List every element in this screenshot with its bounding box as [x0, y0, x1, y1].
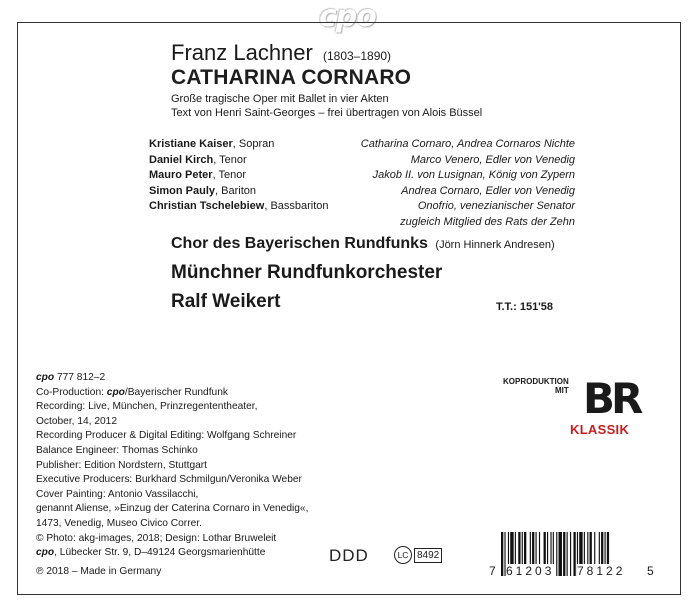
address: , Lübecker Str. 9, D–49124 Georgsmarienhütte	[54, 547, 266, 559]
label-code	[394, 545, 442, 565]
info-line: Balance Engineer: Thomas Schinko	[36, 444, 198, 456]
info-line: 1473, Venedig, Museo Civico Correr.	[36, 517, 202, 529]
info-line: Recording: Live, München, Prinzregententheater,	[36, 401, 258, 413]
info-line: October, 14, 2012	[36, 415, 117, 427]
opera-title: CATHARINA CORNARO	[171, 66, 412, 89]
br-klassik-label: KLASSIK	[570, 422, 630, 437]
koproduktion-text: KOPRODUKTION	[503, 377, 569, 386]
ddd-code: DDD	[329, 546, 369, 565]
choir-director: (Jörn Hinnerk Andresen)	[435, 239, 555, 251]
voice-type: , Tenor	[213, 153, 247, 166]
coproduction-prefix: Co-Production:	[36, 386, 107, 398]
cast-row	[149, 137, 329, 153]
cast-roles	[361, 137, 575, 230]
lc-number: 8492	[414, 548, 442, 563]
br-logo: BR	[583, 374, 640, 423]
composer-heading	[171, 40, 391, 66]
coproduction-line	[36, 386, 308, 401]
info-line: Recording Producer & Digital Editing: Wolfgang Schreiner	[36, 430, 297, 442]
lc-circle: LC	[394, 546, 412, 564]
voice-type: , Bassbariton	[264, 200, 329, 212]
role: Marco Venero, Edler von Venedig	[410, 153, 575, 166]
barcode-digit-last: 5	[647, 564, 654, 578]
composer-dates: (1803–1890)	[322, 49, 392, 63]
koproduktion-mit: MIT	[555, 386, 569, 395]
singer-name: Kristiane Kaiser	[149, 138, 233, 150]
koproduktion-label	[503, 377, 569, 395]
cpo-logo: cpo	[319, 0, 376, 34]
voice-type: , Tenor	[212, 169, 247, 181]
role: Jakob II. von Lusignan, König von Zypern	[372, 169, 575, 181]
singer-name: Simon Pauly	[149, 184, 216, 197]
composer-name: Franz Lachner	[171, 40, 313, 65]
production-info	[36, 371, 308, 579]
role: Andrea Cornaro, Edler von Venedig	[401, 184, 575, 197]
voice-type: , Sopran	[232, 138, 275, 150]
orchestra-credit: Münchner Rundfunkorchester	[171, 262, 443, 283]
conductor-credit: Ralf Weikert	[171, 291, 281, 312]
voice-type: , Bariton	[215, 184, 256, 197]
coproduction-partner: /Bayerischer Rundfunk	[124, 386, 228, 398]
cpo-mark: cpo	[36, 372, 55, 383]
cast-row	[149, 184, 329, 200]
singer-name: Christian Tschelebiew	[149, 200, 265, 212]
total-time: T.T.: 151'58	[496, 301, 554, 313]
subtitle-line: Text von Henri Saint-Georges – frei übertragen von Alois Büssel	[171, 107, 483, 119]
info-line: Cover Painting: Antonio Vassilacchi,	[36, 488, 199, 500]
cast-names	[149, 137, 329, 215]
info-line: © Photo: akg-images, 2018; Design: Lothar Bruweleit	[36, 532, 277, 544]
catalog-number: 777 812–2	[54, 372, 106, 383]
info-line: Publisher: Edition Nordstern, Stuttgart	[36, 459, 208, 471]
choir-name: Chor des Bayerischen Rundfunks	[171, 235, 428, 252]
opera-subtitle	[171, 92, 482, 120]
singer-name: Daniel Kirch	[149, 153, 214, 166]
barcode-digits-left: 61203	[506, 564, 555, 578]
address-line	[36, 546, 308, 561]
copyright-line: ℗ 2018 – Made in Germany	[36, 565, 162, 577]
cast-row	[149, 168, 329, 184]
cpo-mark: cpo	[36, 547, 55, 559]
catalog-line	[36, 371, 308, 386]
role: Catharina Cornaro, Andrea Cornaros Nichte	[360, 138, 575, 150]
subtitle-line: Große tragische Oper mit Ballet in vier Akten	[171, 93, 389, 105]
cast-row	[149, 199, 329, 215]
cast-row	[149, 153, 329, 169]
barcode-digits-right: 78122	[577, 564, 626, 578]
info-line: Executive Producers: Burkhard Schmilgun/Veronika Weber	[36, 474, 302, 486]
role: Onofrio, venezianischer Senator	[417, 200, 575, 212]
cpo-mark: cpo	[106, 386, 125, 398]
singer-name: Mauro Peter	[149, 169, 213, 181]
choir-credit	[171, 235, 555, 253]
barcode-digit-first: 7	[489, 564, 496, 578]
info-line: genannt Aliense, »Einzug der Caterina Cornaro in Venedig«,	[36, 503, 309, 515]
role: zugleich Mitglied des Rats der Zehn	[400, 215, 575, 228]
